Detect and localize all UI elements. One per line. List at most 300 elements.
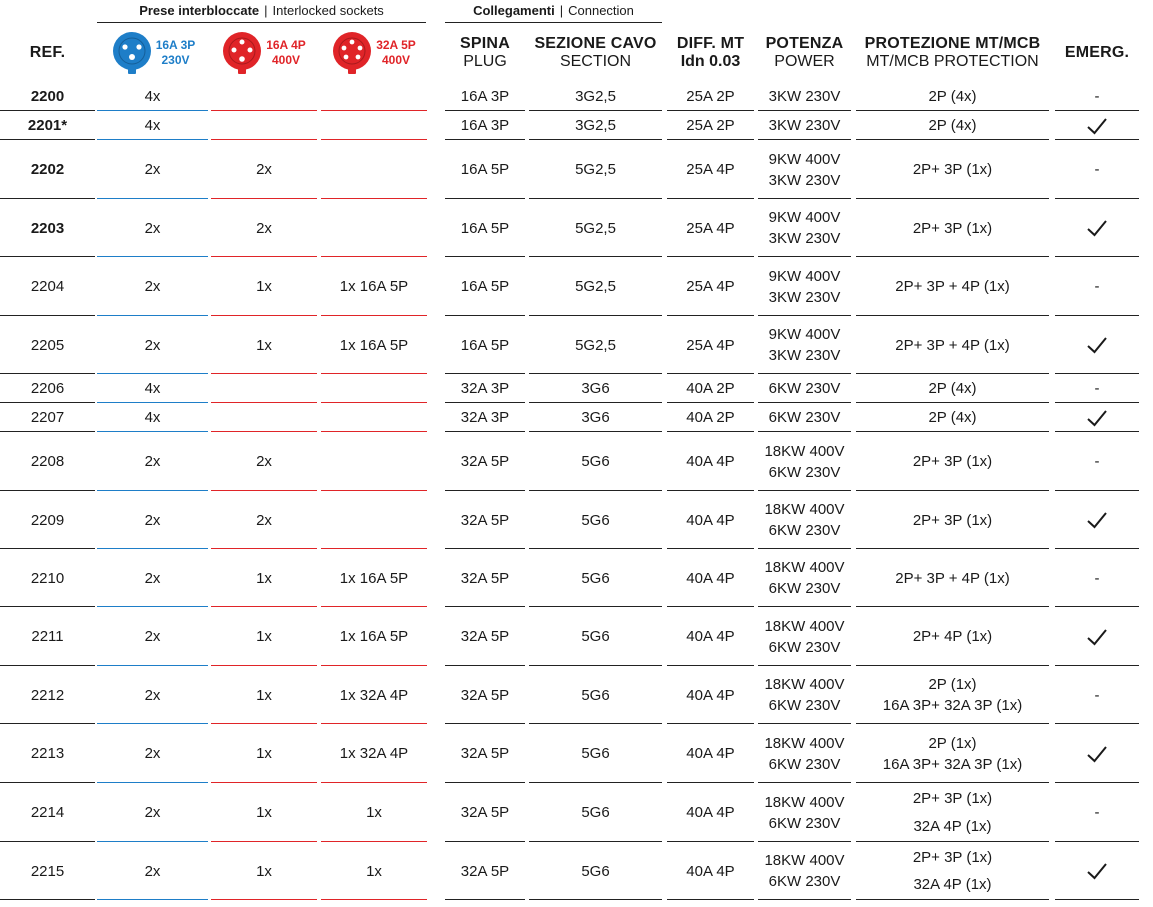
protection-line: 2P (4x) [928,409,977,426]
cell-diff [667,316,754,374]
value-plug: 32A 5P [460,569,510,587]
cell-power [758,432,851,491]
row-divider [321,899,427,900]
value-plug: 32A 5P [460,745,510,762]
checkmark-icon [1086,217,1108,239]
header-socket-32a-5p: 32A 5P 400V [321,28,427,78]
protection-line: 2P+ 3P + 4P (1x) [895,569,1010,587]
power-line: 9KW 400V [768,150,841,168]
cell-s1 [97,842,208,900]
power-line: 3KW 230V [768,288,841,306]
checkmark-icon [1086,860,1108,882]
cell-diff [667,403,754,432]
cell-s2 [211,549,317,607]
socket-red-5p-icon [332,31,372,75]
cell-section [529,403,662,432]
cell-s3 [321,724,427,783]
cell-ref [0,666,95,724]
cell-section [529,316,662,374]
cell-ref [0,111,95,140]
value-s2: 2x [256,511,272,529]
power-line: 6KW 230V [768,409,841,426]
protection-line: 32A 4P (1x) [913,876,992,893]
cell-power [758,199,851,257]
value-section: 5G6 [581,686,610,704]
value-plug: 16A 3P [460,117,510,134]
cell-section [529,842,662,900]
value-plug: 32A 3P [460,409,510,426]
cell-s2 [211,403,317,432]
value-plug: 16A 3P [460,88,510,105]
row-divider [445,899,525,900]
cell-ref [0,783,95,842]
cell-diff [667,82,754,111]
table-row [0,666,1153,724]
cell-diff [667,842,754,900]
value-section: 5G2,5 [575,161,616,178]
cell-prot [856,724,1049,783]
cell-emerg [1055,607,1139,666]
emerg-dash: - [1094,278,1100,295]
cell-s3 [321,82,427,111]
header-power: POTENZA POWER [765,35,844,70]
cell-emerg [1055,111,1139,140]
cell-prot [856,666,1049,724]
cell-power [758,549,851,607]
value-diff: 40A 4P [686,804,735,821]
cell-ref [0,403,95,432]
power-line: 6KW 230V [768,755,841,773]
cell-s3 [321,374,427,403]
emerg-dash: - [1094,161,1100,178]
cell-s1 [97,403,208,432]
cell-power [758,783,851,842]
value-s2: 2x [256,453,272,470]
protection-line: 2P (4x) [928,88,977,105]
power-line: 6KW 230V [768,697,841,714]
cell-s2 [211,374,317,403]
cell-s1 [97,316,208,374]
cell-plug [445,257,525,316]
protection-line: 2P+ 4P (1x) [912,628,993,645]
cell-s1 [97,257,208,316]
cell-section [529,374,662,403]
power-line: 9KW 400V [768,326,841,343]
cell-s3 [321,842,427,900]
cell-power [758,842,851,900]
cell-diff [667,374,754,403]
protection-line: 2P+ 3P (1x) [912,219,993,237]
value-plug: 32A 5P [460,862,510,880]
cell-s2 [211,491,317,549]
power-line: 6KW 230V [768,814,841,832]
ref-value: 2200 [30,88,65,105]
value-section: 5G6 [581,628,610,645]
emerg-dash: - [1094,380,1100,397]
cell-emerg [1055,374,1139,403]
ref-value: 2204 [30,278,65,295]
power-line: 9KW 400V [768,209,841,226]
cell-ref [0,432,95,491]
cell-s2 [211,607,317,666]
value-s3: 1x 16A 5P [339,278,409,295]
cell-s1 [97,491,208,549]
cell-prot [856,316,1049,374]
value-plug: 16A 5P [460,219,510,237]
value-diff: 40A 4P [686,453,735,470]
row-divider [0,899,95,900]
cell-diff [667,549,754,607]
value-diff: 25A 4P [686,161,735,178]
value-s3: 1x 16A 5P [339,628,409,645]
table-row [0,140,1153,199]
table-row [0,111,1153,140]
value-diff: 25A 2P [686,117,735,134]
cell-section [529,111,662,140]
protection-line: 2P+ 3P + 4P (1x) [895,336,1010,354]
protection-line: 2P (4x) [928,380,977,397]
cell-emerg [1055,432,1139,491]
table-row [0,491,1153,549]
cell-s2 [211,111,317,140]
protection-line: 2P+ 3P (1x) [912,849,993,866]
checkmark-icon [1086,407,1108,429]
cell-prot [856,140,1049,199]
value-s2: 1x [256,628,272,645]
value-plug: 16A 5P [460,161,510,178]
header-protection: PROTEZIONE MT/MCB MT/MCB PROTECTION [864,35,1041,70]
table-row [0,783,1153,842]
cell-s3 [321,432,427,491]
cell-s3 [321,666,427,724]
cell-power [758,82,851,111]
cell-emerg [1055,403,1139,432]
cell-prot [856,607,1049,666]
value-plug: 32A 5P [460,511,510,529]
cell-s1 [97,607,208,666]
cell-s1 [97,374,208,403]
cell-diff [667,724,754,783]
cell-diff [667,491,754,549]
power-line: 6KW 230V [768,380,841,397]
table-row [0,374,1153,403]
cell-emerg [1055,316,1139,374]
value-s1: 2x [144,453,161,470]
cell-s1 [97,82,208,111]
cell-prot [856,82,1049,111]
value-s2: 1x [256,336,272,354]
row-divider [211,899,317,900]
cell-s2 [211,257,317,316]
power-line: 18KW 400V [764,734,845,752]
cell-section [529,432,662,491]
power-line: 18KW 400V [764,442,845,460]
cell-plug [445,783,525,842]
cell-s1 [97,111,208,140]
group-header-sockets: Prese interbloccate | Interlocked sockets [97,0,426,23]
cell-power [758,374,851,403]
value-s3: 1x [366,804,382,821]
ref-value: 2208 [30,453,65,470]
value-diff: 40A 4P [686,862,735,880]
table-row [0,724,1153,783]
cell-section [529,724,662,783]
cell-emerg [1055,140,1139,199]
cell-ref [0,316,95,374]
cell-s2 [211,783,317,842]
value-s3: 1x 32A 4P [339,686,409,704]
value-s1: 4x [144,409,161,426]
ref-value: 2203 [30,219,65,237]
cell-plug [445,140,525,199]
group-connection-it: Collegamenti [473,3,555,18]
value-section: 5G2,5 [575,278,616,295]
value-s2: 1x [256,686,272,704]
value-diff: 40A 4P [686,511,735,529]
ref-value: 2211 [31,628,64,645]
value-s3: 1x 32A 4P [339,745,409,762]
cell-section [529,257,662,316]
emerg-dash: - [1094,453,1100,470]
value-section: 5G2,5 [575,336,616,354]
value-s1: 2x [144,278,161,295]
cell-power [758,257,851,316]
protection-line: 2P+ 3P (1x) [912,511,993,529]
cell-section [529,549,662,607]
value-s3: 1x [366,862,382,880]
power-line: 18KW 400V [764,793,845,811]
checkmark-icon [1086,626,1108,648]
socket-blue-icon [112,31,152,75]
row-divider [667,899,754,900]
value-section: 5G6 [581,862,610,880]
header-diff: DIFF. MT Idn 0.03 [676,35,745,70]
cell-ref [0,607,95,666]
value-s1: 2x [144,336,161,354]
cell-prot [856,491,1049,549]
cell-section [529,199,662,257]
cell-prot [856,403,1049,432]
cell-prot [856,783,1049,842]
cell-plug [445,842,525,900]
ref-value: 2215 [30,862,65,880]
value-s1: 2x [144,569,161,587]
cell-s2 [211,666,317,724]
value-section: 3G6 [581,409,610,426]
cell-section [529,491,662,549]
value-diff: 40A 4P [686,745,735,762]
value-diff: 40A 2P [686,380,735,397]
cell-s1 [97,666,208,724]
cell-s2 [211,199,317,257]
cell-s2 [211,140,317,199]
cell-plug [445,199,525,257]
table-row [0,549,1153,607]
cell-s3 [321,257,427,316]
value-s1: 2x [144,161,161,178]
ref-value: 2212 [30,686,65,704]
value-section: 5G6 [581,569,610,587]
protection-line: 2P+ 3P (1x) [912,790,993,808]
value-s3: 1x 16A 5P [339,336,409,354]
cell-s3 [321,549,427,607]
cell-plug [445,724,525,783]
protection-line: 2P (1x) [928,734,977,752]
row-divider [758,899,851,900]
protection-line: 16A 3P+ 32A 3P (1x) [882,755,1023,773]
cell-s1 [97,140,208,199]
ref-value: 2201* [27,117,68,134]
protection-line: 32A 4P (1x) [913,817,992,835]
cell-emerg [1055,491,1139,549]
cell-diff [667,140,754,199]
cell-plug [445,82,525,111]
value-plug: 16A 5P [460,278,510,295]
value-diff: 25A 4P [686,336,735,354]
cell-s1 [97,724,208,783]
cell-ref [0,140,95,199]
cell-s3 [321,140,427,199]
value-s1: 2x [144,628,161,645]
row-divider [1055,899,1139,900]
cell-power [758,724,851,783]
emerg-dash: - [1094,804,1100,821]
power-line: 6KW 230V [768,638,841,656]
ref-value: 2210 [30,569,65,587]
power-line: 6KW 230V [768,463,841,481]
protection-line: 16A 3P+ 32A 3P (1x) [882,697,1023,714]
cell-section [529,82,662,111]
cell-emerg [1055,724,1139,783]
cell-ref [0,724,95,783]
value-diff: 40A 4P [686,686,735,704]
cell-ref [0,257,95,316]
value-s2: 1x [256,278,272,295]
cell-prot [856,257,1049,316]
value-plug: 32A 5P [460,804,510,821]
value-diff: 25A 4P [686,219,735,237]
value-diff: 25A 2P [686,88,735,105]
checkmark-icon [1086,509,1108,531]
cell-diff [667,257,754,316]
cell-s2 [211,842,317,900]
cell-diff [667,432,754,491]
value-section: 5G6 [581,453,610,470]
cell-s1 [97,783,208,842]
value-plug: 32A 5P [460,686,510,704]
value-diff: 40A 4P [686,628,735,645]
cell-emerg [1055,842,1139,900]
cell-prot [856,111,1049,140]
table-row [0,432,1153,491]
cell-s3 [321,316,427,374]
value-s1: 2x [144,745,161,762]
cell-s3 [321,783,427,842]
group-sockets-it: Prese interbloccate [139,3,260,18]
header-plug: SPINA PLUG [460,35,510,70]
power-line: 6KW 230V [768,522,841,539]
value-s2: 2x [256,219,272,237]
table-row [0,82,1153,111]
value-s2: 1x [256,862,272,880]
power-line: 9KW 400V [768,267,841,285]
cell-plug [445,432,525,491]
cell-plug [445,111,525,140]
power-line: 18KW 400V [764,676,845,693]
cell-diff [667,199,754,257]
table-row [0,842,1153,900]
cell-s2 [211,724,317,783]
value-s3: 1x 16A 5P [339,569,409,587]
cell-prot [856,842,1049,900]
cell-s1 [97,199,208,257]
checkmark-icon [1086,115,1108,137]
protection-line: 2P+ 3P + 4P (1x) [895,278,1010,295]
cell-ref [0,491,95,549]
cell-s2 [211,82,317,111]
checkmark-icon [1086,334,1108,356]
cell-section [529,140,662,199]
cell-diff [667,666,754,724]
power-line: 3KW 230V [768,347,841,364]
value-s1: 2x [144,686,161,704]
value-s2: 2x [256,161,272,178]
ref-value: 2213 [30,745,65,762]
value-s1: 4x [144,380,161,397]
cell-section [529,783,662,842]
value-section: 3G2,5 [575,117,616,134]
value-plug: 32A 3P [460,380,510,397]
cell-s3 [321,491,427,549]
cell-power [758,140,851,199]
cell-diff [667,111,754,140]
socket-red-4p-icon [222,31,262,75]
value-section: 5G6 [581,745,610,762]
emerg-dash: - [1094,88,1100,105]
power-line: 3KW 230V [768,230,841,247]
header-socket-16a-4p: 16A 4P 400V [211,28,317,78]
header-emerg: EMERG. [1064,44,1130,61]
cell-prot [856,374,1049,403]
value-s1: 2x [144,511,161,529]
value-s1: 2x [144,862,161,880]
ref-value: 2214 [30,804,65,821]
cell-power [758,403,851,432]
cell-ref [0,842,95,900]
group-connection-en: Connection [568,3,634,18]
power-line: 18KW 400V [764,559,845,576]
cell-power [758,316,851,374]
value-s2: 1x [256,804,272,821]
header-socket-16a-3p: 16A 3P 230V [100,28,207,78]
value-diff: 40A 2P [686,409,735,426]
cell-section [529,666,662,724]
header-section: SEZIONE CAVO SECTION [534,35,657,70]
protection-line: 2P+ 3P (1x) [912,453,993,470]
table-row [0,316,1153,374]
cell-s3 [321,199,427,257]
cell-emerg [1055,199,1139,257]
value-s1: 4x [144,88,161,105]
power-line: 6KW 230V [768,873,841,890]
cell-s3 [321,403,427,432]
cell-emerg [1055,257,1139,316]
cell-plug [445,607,525,666]
protection-line: 2P+ 3P (1x) [912,161,993,178]
cell-plug [445,403,525,432]
table-row [0,257,1153,316]
cell-power [758,607,851,666]
